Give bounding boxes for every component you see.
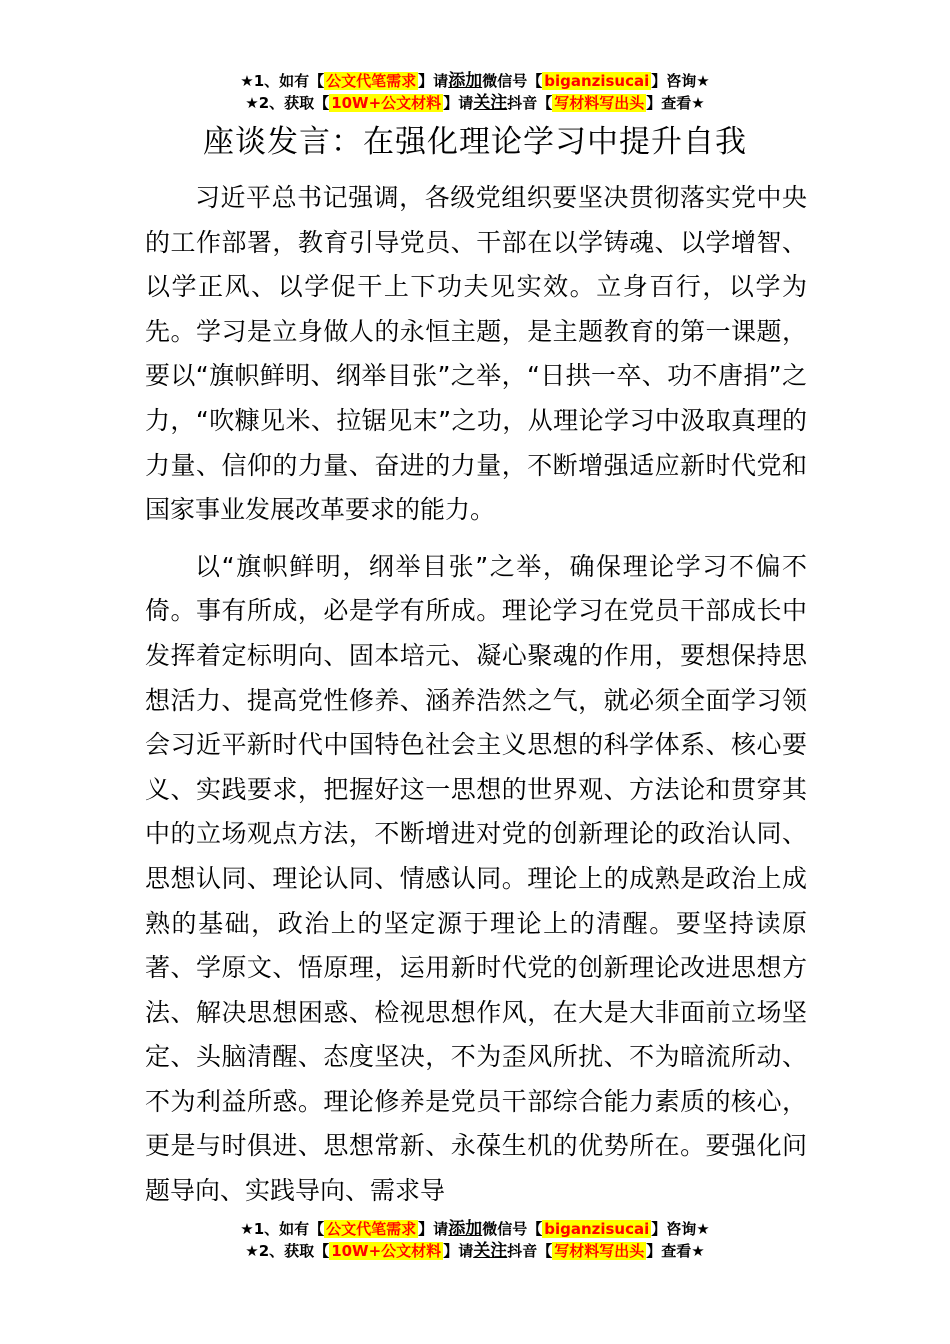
document-title: 座谈发言：在强化理论学习中提升自我 — [203, 124, 747, 160]
banner-text: 】咨询★ — [651, 1220, 710, 1238]
banner-highlight: 公文代笔需求 — [326, 1220, 417, 1238]
banner-highlight: 10W+公文材料 — [331, 1242, 442, 1260]
banner-highlight: 公文代笔需求 — [326, 72, 417, 90]
banner-line-2 — [0, 92, 950, 114]
banner-line-1 — [0, 1218, 950, 1240]
banner-text: 微信号【 — [482, 1220, 543, 1238]
banner-text: ★2、获取【 — [245, 1242, 330, 1260]
header-banner — [0, 70, 950, 114]
document-body — [145, 176, 807, 1211]
paragraph: 以“旗帜鲜明，纲举目张”之举，确保理论学习不偏不倚。事有所成，必是学有所成。理论学习在党员干部成长中发挥着定标明向、固本培元、凝心聚魂的作用，要想保持思想活力、提高党性修养、涵养浩然之气，就必须全面学习领会习近平新时代中国特色社会主义思想的科学体系、核心要义、实践要求，把握好这一思想的世界观、方法论和贯穿其中的立场观点方法，不断增进对党的创新理论的政治认同、思想认同、理论认同、情感认同。理论上的成熟是政治上成熟的基础，政治上的坚定源于理论上的清醒。要坚持读原著、学原文、悟原理，运用新时代党的创新理论改进思想方法、解决思想困惑、检视思想作风，在大是大非面前立场坚定、头脑清醒、态度坚决，不为歪风所扰、不为暗流所动、不为利益所惑。理论修养是党员干部综合能力素质的核心，更是与时俱进、思想常新、永葆生机的优势所在。要强化问题导向、实践导向、需求导 — [145, 551, 807, 1206]
banner-text: ★2、获取【 — [245, 94, 330, 112]
banner-highlight: 10W+公文材料 — [331, 94, 442, 112]
banner-line-2 — [0, 1240, 950, 1262]
banner-text: ★1、如有【 — [240, 1220, 325, 1238]
banner-text: 】请 — [418, 1220, 449, 1238]
banner-underline: 关注 — [473, 93, 508, 113]
banner-underline: 添加 — [448, 1219, 483, 1239]
banner-highlight: biganzisucai — [544, 72, 650, 90]
banner-text: 抖音【 — [507, 94, 553, 112]
banner-text: 】请 — [418, 72, 449, 90]
banner-text: 】查看★ — [646, 1242, 705, 1260]
banner-text: 】查看★ — [646, 94, 705, 112]
banner-text: 】请 — [443, 94, 474, 112]
banner-highlight: 写材料写出头 — [554, 1242, 645, 1260]
banner-text: 微信号【 — [482, 72, 543, 90]
banner-text: 】咨询★ — [651, 72, 710, 90]
footer-banner — [0, 1218, 950, 1262]
banner-text: 】请 — [443, 1242, 474, 1260]
banner-line-1 — [0, 70, 950, 92]
banner-text: ★1、如有【 — [240, 72, 325, 90]
paragraph: 习近平总书记强调，各级党组织要坚决贯彻落实党中央的工作部署，教育引导党员、干部在以学铸魂、以学增智、以学正风、以学促干上下功夫见实效。立身百行，以学为先。学习是立身做人的永恒主题，是主题教育的第一课题，要以“旗帜鲜明、纲举目张”之举，“日拱一卒、功不唐捐”之力，“吹糠见米、拉锯见末”之功，从理论学习中汲取真理的力量、信仰的力量、奋进的力量，不断增强适应新时代党和国家事业发展改革要求的能力。 — [145, 183, 807, 525]
banner-underline: 添加 — [448, 71, 483, 91]
banner-highlight: biganzisucai — [544, 1220, 650, 1238]
banner-highlight: 写材料写出头 — [554, 94, 645, 112]
banner-underline: 关注 — [473, 1241, 508, 1261]
banner-text: 抖音【 — [507, 1242, 553, 1260]
